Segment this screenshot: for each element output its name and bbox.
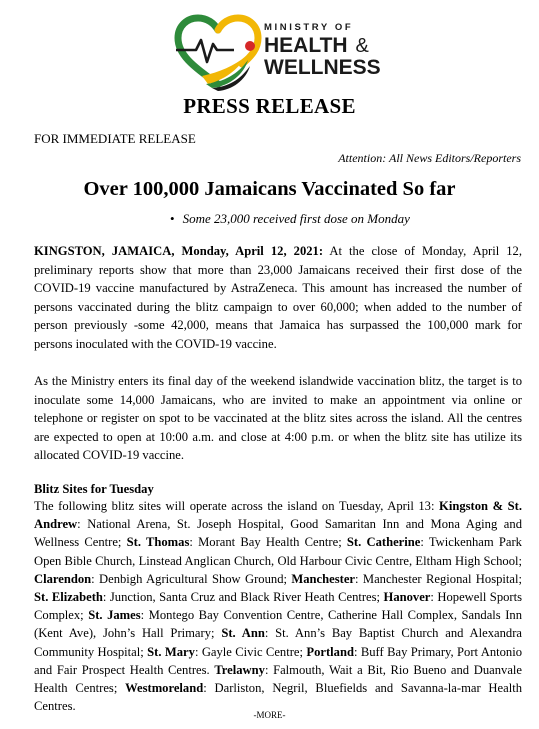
headline: Over 100,000 Jamaicans Vaccinated So far [83,178,456,200]
logo-ministry-of: MINISTRY OF [264,22,354,33]
parish-name: Manchester [291,571,356,586]
logo-wellness: WELLNESS [264,56,381,79]
parish-sites: : Montego Bay Convention Centre, Catherine Hall Complex, Sandals Inn (Kent Ave), John’s Hall Primary; [34,608,522,641]
parish-name: St. Elizabeth [34,590,103,605]
attention-line: Attention: All News Editors/Reporters [338,151,521,165]
immediate-release-label: FOR IMMEDIATE RELEASE [34,131,196,146]
parish-name: Kingston & St. Andrew [34,499,522,532]
parish-name: St. James [88,608,141,623]
paragraph-lead [34,242,522,354]
parish-sites: : St. Ann’s Bay Baptist Church and Alexandra Community Hospital; [34,626,522,659]
logo-wordmark [264,22,381,78]
dateline: KINGSTON, JAMAICA, Monday, April 12, 2021: [34,244,324,258]
parish-sites: : Junction, Santa Cruz and Black River Heath Centres; [102,590,384,605]
blitz-intro: The following blitz sites will operate across the island on Tuesday, April 13: [34,499,440,513]
heart-logo-icon [172,14,264,92]
blitz-sites-list [34,497,522,715]
parish-name: St. Catherine [346,535,421,550]
logo-ampersand: & [355,35,369,57]
parish-sites: : National Arena, St. Joseph Hospital, Good Samaritan Inn and Mona Aging and Wellness Centre; [34,517,522,550]
parish-sites: : Morant Bay Health Centre; [189,535,347,550]
parish-sites: : Denbigh Agricultural Show Ground; [91,571,292,586]
parish-name: Portland [306,644,354,659]
parish-name: Westmoreland [125,681,204,696]
parish-name: Hanover [383,590,431,605]
bullet-icon: • [170,211,175,226]
parish-sites: : Manchester Regional Hospital; [355,571,522,586]
paragraph-lead-text: At the close of Monday, April 12, preliminary reports show that more than 23,000 Jamaicans received their first dose of the COVID-19 vaccine manufactured by AstraZeneca. This amount has increased the number of persons vaccinated during the blitz campaign to over 60,000; when added to the number of person previously -some 42,000, means that Jamaica has surpassed the 100,000 mark for persons inoculated with the COVID-19 vaccine. [34,244,522,351]
subheadline: • Some 23,000 received first dose on Monday [170,211,410,226]
parish-name: St. Thomas [126,535,190,550]
parish-sites: : Gayle Civic Centre; [194,644,307,659]
more-footer: -MORE- [253,710,286,720]
parish-sites: : Buff Bay Primary, Port Antonio and Fair Prospect Health Centres. [34,644,523,677]
parish-sites: : Twickenham Park Open Bible Church, Linstead Anglican Church, Old Harbour Civic Centre, Eltham High School; [34,535,522,568]
press-release-title: PRESS RELEASE [183,94,356,118]
parish-name: Trelawny [214,662,265,677]
ministry-logo [172,14,382,92]
parish-name: Clarendon [34,571,92,586]
parish-sites: : Darliston, Negril, Bluefields and Savanna-la-mar Health Centres. [34,681,523,714]
parish-name: St. Ann [221,626,265,641]
paragraph-blitz-target: As the Ministry enters its final day of the weekend islandwide vaccination blitz, the target is to inoculate some 14,000 Jamaicans, who are invited to make an appointment via online or telephone or register on spot to be vaccinated at the blitz sites across the island. All the centres are expected to open at 10:00 a.m. and close at 4:00 p.m. or when the blitz site has utilize its allocated COVID-19 vaccine. [34,374,522,463]
blitz-sites-heading: Blitz Sites for Tuesday [34,482,154,496]
parish-name: St. Mary [147,644,195,659]
parish-sites: : Hopewell Sports Complex; [34,590,523,623]
parish-sites: : Falmouth, Wait a Bit, Rio Bueno and Duanvale Health Centres; [34,662,523,696]
logo-health: HEALTH & [264,34,369,57]
